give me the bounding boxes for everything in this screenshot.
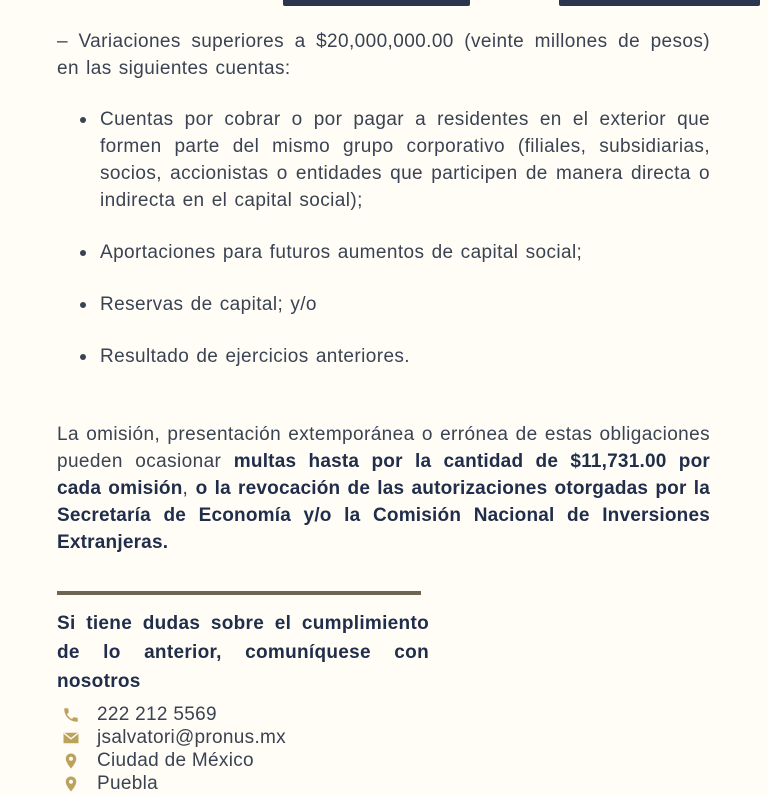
accounts-bullet-list [57,106,710,370]
contact-list [57,703,710,795]
penalty-paragraph [57,421,710,556]
intro-paragraph: – Variaciones superiores a $20,000,000.00 (veinte millones de pesos) en las siguientes cuentas: [57,31,710,79]
penalty-text-bold-fine-amount: multas hasta por la cantidad de $11,731.00 por cada omisión [57,451,710,499]
bullet-item-resultado: Resultado de ejercicios anteriores. [57,343,710,370]
contact-location-puebla: Puebla [97,772,158,794]
contact-location-cdmx: Ciudad de México [97,749,254,771]
envelope-icon [61,728,81,747]
location-pin-icon [61,751,81,770]
contact-row-location-puebla [57,772,710,795]
contact-email: jsalvatori@pronus.mx [97,726,286,748]
penalty-text-normal-2: , [182,478,196,499]
contact-row-phone [57,703,710,726]
contact-heading: Si tiene dudas sobre el cumplimiento de lo anterior, comuníquese con nosotros [57,613,429,692]
bullet-item-cuentas-por-cobrar: Cuentas por cobrar o por pagar a residentes en el exterior que formen parte del mismo grupo corporativo (filiales, subsidiarias, socios, accionistas o entidades que participen de manera directa o indirecta en el capital social); [57,106,710,214]
bullet-item-reservas: Reservas de capital; y/o [57,291,710,318]
contact-phone-number: 222 212 5569 [97,703,217,725]
contact-row-location-cdmx [57,749,710,772]
section-divider [57,591,421,595]
penalty-text-normal-1: La omisión, presentación extemporánea o errónea de estas obligaciones pueden ocasionar [57,424,710,472]
document-content [57,0,710,795]
location-pin-icon [61,774,81,793]
contact-row-email [57,726,710,749]
penalty-text-bold-revocation: o la revocación de las autorizaciones otorgadas por la Secretaría de Economía y/o la Comisión Nacional de Inversiones Extranjeras. [57,478,710,553]
phone-icon [61,705,81,724]
bullet-item-aportaciones: Aportaciones para futuros aumentos de capital social; [57,239,710,266]
